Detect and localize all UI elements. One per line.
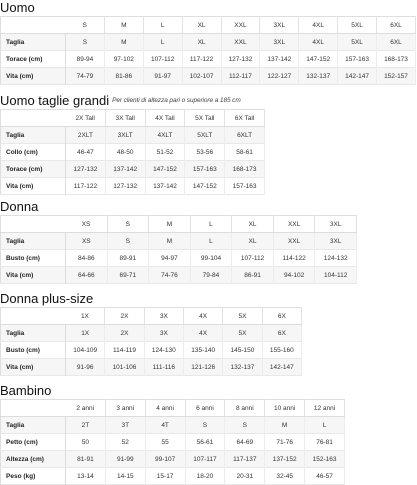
table-cell: 32-45 (265, 468, 305, 485)
table-cell: 111-116 (144, 359, 183, 376)
table-cell: 104-112 (315, 267, 357, 284)
table-cell: 76-81 (305, 434, 345, 451)
table-cell: 121-126 (183, 359, 222, 376)
table-row (1, 68, 416, 85)
table-cell: S (225, 417, 265, 434)
table-cell: 127-132 (66, 161, 106, 178)
table-cell: L (305, 417, 345, 434)
table-row (1, 144, 265, 161)
table-row (1, 451, 345, 468)
table-cell: M (104, 34, 143, 51)
column-header: XS (66, 216, 108, 233)
column-header: XL (182, 17, 221, 34)
size-table-donna-plus-size (0, 307, 302, 376)
table-cell: 74-79 (66, 68, 105, 85)
row-label: Petto (cm) (1, 434, 66, 451)
table-cell: XL (182, 34, 221, 51)
table-cell: 117-122 (66, 178, 106, 195)
column-header: 3XL (315, 216, 357, 233)
table-cell: 112-117 (221, 68, 260, 85)
table-cell: 58-61 (225, 144, 265, 161)
table-cell: 46-47 (66, 144, 106, 161)
table-cell: 1X (66, 325, 105, 342)
table-cell: 102-107 (182, 68, 221, 85)
table-cell: 168-173 (225, 161, 265, 178)
table-cell: 155-160 (262, 342, 301, 359)
table-cell: 64-66 (66, 267, 108, 284)
table-cell: 157-163 (338, 51, 377, 68)
table-cell: 52 (105, 434, 145, 451)
column-header: 6 anni (185, 400, 225, 417)
table-corner (1, 400, 66, 417)
table-cell: XS (66, 233, 108, 250)
row-label: Torace (cm) (1, 51, 66, 68)
column-header: 1X (66, 308, 105, 325)
table-row (1, 161, 265, 178)
table-cell: 6XL (377, 34, 416, 51)
table-corner (1, 308, 66, 325)
table-cell: 124-132 (315, 250, 357, 267)
column-header: 4 anni (145, 400, 185, 417)
size-table-bambino (0, 399, 345, 485)
size-table-donna (0, 215, 357, 284)
row-label: Taglia (1, 417, 66, 434)
column-header: S (107, 216, 149, 233)
table-cell: 20-31 (225, 468, 265, 485)
table-cell: 55 (145, 434, 185, 451)
table-cell: 3XL (315, 233, 357, 250)
size-table-uomo-taglie-grandi (0, 109, 265, 195)
table-cell: 147-152 (185, 178, 225, 195)
table-cell: 4XL (299, 34, 338, 51)
table-cell: M (149, 233, 191, 250)
section-uomo (0, 1, 416, 85)
table-cell: 152-163 (305, 451, 345, 468)
table-cell: S (66, 34, 105, 51)
table-row (1, 250, 357, 267)
table-cell: 94-97 (149, 250, 191, 267)
table-cell: 89-91 (107, 250, 149, 267)
row-label: Vita (cm) (1, 178, 66, 195)
table-cell: 107-117 (185, 451, 225, 468)
table-cell: S (107, 233, 149, 250)
row-label: Taglia (1, 325, 66, 342)
table-row (1, 434, 345, 451)
table-cell: 84-86 (66, 250, 108, 267)
column-header: 5X Tall (185, 110, 225, 127)
column-header: 3 anni (105, 400, 145, 417)
table-cell: 127-132 (221, 51, 260, 68)
table-row (1, 359, 302, 376)
table-cell: 107-112 (143, 51, 182, 68)
table-cell: 124-130 (144, 342, 183, 359)
table-cell: L (143, 34, 182, 51)
table-cell: 147-152 (299, 51, 338, 68)
table-cell: 97-102 (104, 51, 143, 68)
table-cell: 114-119 (105, 342, 144, 359)
column-header: M (149, 216, 191, 233)
table-row (1, 127, 265, 144)
column-header: 10 anni (265, 400, 305, 417)
row-label: Peso (kg) (1, 468, 66, 485)
section-title-uomo: Uomo (0, 0, 35, 15)
table-cell: 91-99 (105, 451, 145, 468)
table-row (1, 34, 416, 51)
table-cell: 6XLT (225, 127, 265, 144)
row-label: Busto (cm) (1, 250, 66, 267)
column-header: XL (232, 216, 274, 233)
table-cell: 5X (223, 325, 262, 342)
row-label: Vita (cm) (1, 68, 66, 85)
table-cell: 51-52 (145, 144, 185, 161)
table-cell: 157-163 (225, 178, 265, 195)
table-cell: 4XLT (145, 127, 185, 144)
table-cell: 99-107 (145, 451, 185, 468)
column-header: 3XL (260, 17, 299, 34)
table-cell: 117-137 (225, 451, 265, 468)
row-label: Vita (cm) (1, 359, 66, 376)
table-row (1, 468, 345, 485)
table-cell: 2X (105, 325, 144, 342)
row-label: Altezza (cm) (1, 451, 66, 468)
section-title-uomo-taglie-grandi: Uomo taglie grandi $^{Per clienti di altezza pari o superiore a 185 cm}$ (0, 93, 241, 108)
table-corner (1, 216, 66, 233)
table-cell: 94-102 (273, 267, 315, 284)
table-cell: 117-122 (182, 51, 221, 68)
table-cell: 3XL (260, 34, 299, 51)
table-cell: 157-163 (185, 161, 225, 178)
section-title-donna-plus-size: Donna plus-size (0, 291, 94, 306)
table-row (1, 342, 302, 359)
column-header: 6XL (377, 17, 416, 34)
table-cell: 89-94 (66, 51, 105, 68)
column-header: 5XL (338, 17, 377, 34)
column-header: 8 anni (225, 400, 265, 417)
table-corner (1, 17, 66, 34)
table-cell: 91-96 (66, 359, 105, 376)
column-header: S (66, 17, 105, 34)
section-donna (0, 200, 357, 284)
table-cell: 13-14 (66, 468, 106, 485)
table-cell: 69-71 (107, 267, 149, 284)
table-cell: 46-57 (305, 468, 345, 485)
table-cell: 18-20 (185, 468, 225, 485)
table-cell: 5XL (338, 34, 377, 51)
row-label: Taglia (1, 127, 66, 144)
table-cell: 74-76 (149, 267, 191, 284)
column-header: 4X (183, 308, 222, 325)
table-cell: 64-69 (225, 434, 265, 451)
table-cell: S (185, 417, 225, 434)
table-header-row (1, 308, 302, 325)
table-cell: 86-91 (232, 267, 274, 284)
table-cell: 152-157 (377, 68, 416, 85)
table-cell: 3X (144, 325, 183, 342)
table-cell: 127-132 (105, 178, 145, 195)
table-cell: L (190, 233, 232, 250)
column-header: 2 anni (66, 400, 106, 417)
table-cell: 142-147 (338, 68, 377, 85)
column-header: 3X (144, 308, 183, 325)
column-header: L (190, 216, 232, 233)
column-header: 6X Tall (225, 110, 265, 127)
table-row (1, 417, 345, 434)
row-label: Torace (cm) (1, 161, 66, 178)
table-cell: 145-150 (223, 342, 262, 359)
table-corner (1, 110, 66, 127)
table-cell: 4T (145, 417, 185, 434)
table-header-row (1, 216, 357, 233)
table-row (1, 233, 357, 250)
section-note: Per clienti di altezza pari o superiore a 185 cm (112, 97, 241, 104)
table-row (1, 51, 416, 68)
table-cell: 114-122 (273, 250, 315, 267)
table-cell: XXL (221, 34, 260, 51)
column-header: XXL (273, 216, 315, 233)
column-header: 6X (262, 308, 301, 325)
table-cell: 53-56 (185, 144, 225, 161)
table-cell: 56-61 (185, 434, 225, 451)
table-row (1, 325, 302, 342)
row-label: Vita (cm) (1, 267, 66, 284)
column-header: XXL (221, 17, 260, 34)
column-header: 4XL (299, 17, 338, 34)
table-header-row (1, 17, 416, 34)
column-header: 2X Tall (66, 110, 106, 127)
table-row (1, 267, 357, 284)
table-cell: 91-97 (143, 68, 182, 85)
table-cell: 14-15 (105, 468, 145, 485)
column-header: 3X Tall (105, 110, 145, 127)
table-cell: 168-173 (377, 51, 416, 68)
row-label: Busto (cm) (1, 342, 66, 359)
table-header-row (1, 110, 265, 127)
table-row (1, 178, 265, 195)
section-title-bambino: Bambino (0, 383, 52, 398)
table-cell: 2T (66, 417, 106, 434)
column-header: M (104, 17, 143, 34)
table-cell: 79-84 (190, 267, 232, 284)
table-cell: 135-140 (183, 342, 222, 359)
table-cell: 132-137 (223, 359, 262, 376)
table-cell: 107-112 (232, 250, 274, 267)
table-cell: 137-142 (260, 51, 299, 68)
row-label: Taglia (1, 34, 66, 51)
table-cell: XXL (273, 233, 315, 250)
column-header: 5X (223, 308, 262, 325)
row-label: Taglia (1, 233, 66, 250)
column-header: 12 anni (305, 400, 345, 417)
column-header: 4X Tall (145, 110, 185, 127)
column-header: L (143, 17, 182, 34)
table-cell: 137-152 (265, 451, 305, 468)
table-cell: 147-152 (145, 161, 185, 178)
table-cell: 4X (183, 325, 222, 342)
table-cell: 137-142 (105, 161, 145, 178)
table-cell: 5XLT (185, 127, 225, 144)
column-header: 2X (105, 308, 144, 325)
table-cell: 3T (105, 417, 145, 434)
table-cell: 81-91 (66, 451, 106, 468)
table-cell: 101-106 (105, 359, 144, 376)
table-cell: 99-104 (190, 250, 232, 267)
table-cell: M (265, 417, 305, 434)
table-cell: 81-86 (104, 68, 143, 85)
table-header-row (1, 400, 345, 417)
table-cell: 104-109 (66, 342, 105, 359)
table-cell: 122-127 (260, 68, 299, 85)
section-title-donna: Donna (0, 199, 39, 214)
table-cell: 132-137 (299, 68, 338, 85)
size-table-uomo (0, 16, 416, 85)
table-cell: 50 (66, 434, 106, 451)
table-cell: 48-50 (105, 144, 145, 161)
section-donna-plus-size (0, 292, 302, 376)
table-cell: 137-142 (145, 178, 185, 195)
row-label: Collo (cm) (1, 144, 66, 161)
table-cell: 3XLT (105, 127, 145, 144)
section-uomo-taglie-grandi (0, 94, 265, 195)
table-cell: 2XLT (66, 127, 106, 144)
table-cell: 142-147 (262, 359, 301, 376)
table-cell: 6X (262, 325, 301, 342)
section-bambino (0, 384, 345, 485)
table-cell: 15-17 (145, 468, 185, 485)
table-cell: XL (232, 233, 274, 250)
table-cell: 71-76 (265, 434, 305, 451)
